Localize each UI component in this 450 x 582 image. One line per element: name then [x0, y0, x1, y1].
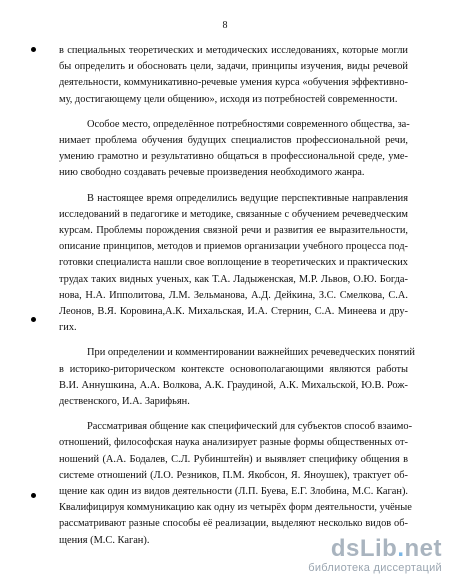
- text-line: му, достигающему цели общению», исходя из потребностей современности.: [59, 93, 398, 105]
- text-line: ношений (А.А. Бодалев, С.Л. Рубинштейн) и выявляет специфику общения в: [59, 453, 408, 465]
- text-line: Рассматривая общение как специфический для субъектов способ взаимо-: [87, 421, 413, 433]
- paragraph-2: [59, 117, 408, 182]
- text-line: Квалифицируя коммуникацию как одну из четырёх форм деятельности, учёные: [59, 502, 412, 514]
- punch-hole-top: [31, 47, 36, 52]
- text-line: нимает проблема обучения будущих специалистов профессиональной речи,: [59, 135, 408, 147]
- watermark: [308, 536, 442, 574]
- text-line: готовки специалиста нашли свое воплощение в теоретических и практических: [59, 257, 408, 269]
- watermark-logo-tld: net: [404, 535, 442, 562]
- watermark-logo-dot: .: [397, 535, 405, 562]
- text-line: щения (М.С. Каган).: [59, 534, 150, 546]
- text-line: щение как один из видов деятельности (Л.П. Буева, Е.Г. Злобина, М.С. Каган).: [59, 486, 408, 498]
- text-line: умению грамотно и результативно общаться в профессиональной среде, уме-: [59, 151, 408, 163]
- text-line: курсам. Проблемы порождения связной речи и развития ее выразительности,: [59, 225, 408, 237]
- text-line: гих.: [59, 322, 77, 334]
- text-line: рассматривают разные способы её реализации, выделяют несколько видов об-: [59, 518, 408, 530]
- text-line: При определении и комментировании важнейших речеведческих понятий: [87, 347, 415, 359]
- text-line: в историко-риторическом контексте основополагающими являются работы: [59, 363, 408, 375]
- text-line: трудах таких видных ученых, как Т.А. Ладыженская, М.Р. Львов, О.Ю. Богда-: [59, 273, 408, 285]
- text-line: Особое место, определённое потребностями современного общества, за-: [87, 118, 410, 130]
- text-line: описание принципов, методов и приемов организации учебного процесса под-: [59, 241, 408, 253]
- watermark-logo: [331, 536, 442, 562]
- text-line: отношений, философская наука анализирует разные формы общественных от-: [59, 437, 408, 449]
- paragraph-1: [59, 43, 408, 108]
- punch-hole-middle: [31, 317, 36, 322]
- page-number: 8: [222, 20, 228, 31]
- text-line: В.И. Аннушкина, А.А. Волкова, А.К. Граудиной, А.К. Михальской, Ю.В. Рож-: [59, 379, 408, 391]
- text-line: нова, Н.А. Ипполитова, Л.М. Зельманова, А.Д. Дейкина, З.С. Смелкова, С.А.: [59, 289, 408, 301]
- text-line: бы определить и обосновать цели, задачи, принципы изучения, виды речевой: [59, 61, 408, 73]
- paragraph-4: [59, 345, 415, 410]
- text-line: системе отношений (Л.О. Резников, П.М. Якобсон, Я. Яноушек), трактует об-: [59, 469, 408, 481]
- text-line: В настоящее время определились ведущие перспективные направления: [87, 192, 408, 204]
- text-line: деятельности, коммуникативно-речевые умения курса «обучения эффективно-: [59, 77, 408, 89]
- punch-hole-bottom: [31, 493, 36, 498]
- watermark-logo-main: dsLib: [330, 535, 398, 562]
- text-line: Леонов, В.Я. Коровина,А.К. Михальская, И.А. Стернин, С.А. Минеева и дру-: [59, 306, 408, 318]
- document-body: [59, 43, 415, 549]
- paragraph-3: [59, 191, 408, 337]
- paragraph-5: [59, 419, 413, 549]
- text-line: дественского, И.А. Зарифьян.: [59, 396, 190, 408]
- text-line: в специальных теоретических и методических исследованиях, которые могли: [59, 45, 408, 56]
- text-line: нию свободно создавать речевые произведения необходимого жанра.: [59, 167, 365, 179]
- watermark-subtitle: библиотека диссертаций: [308, 562, 442, 574]
- text-line: исследований в педагогике и методике, связанные с обучением речеведческим: [59, 208, 408, 220]
